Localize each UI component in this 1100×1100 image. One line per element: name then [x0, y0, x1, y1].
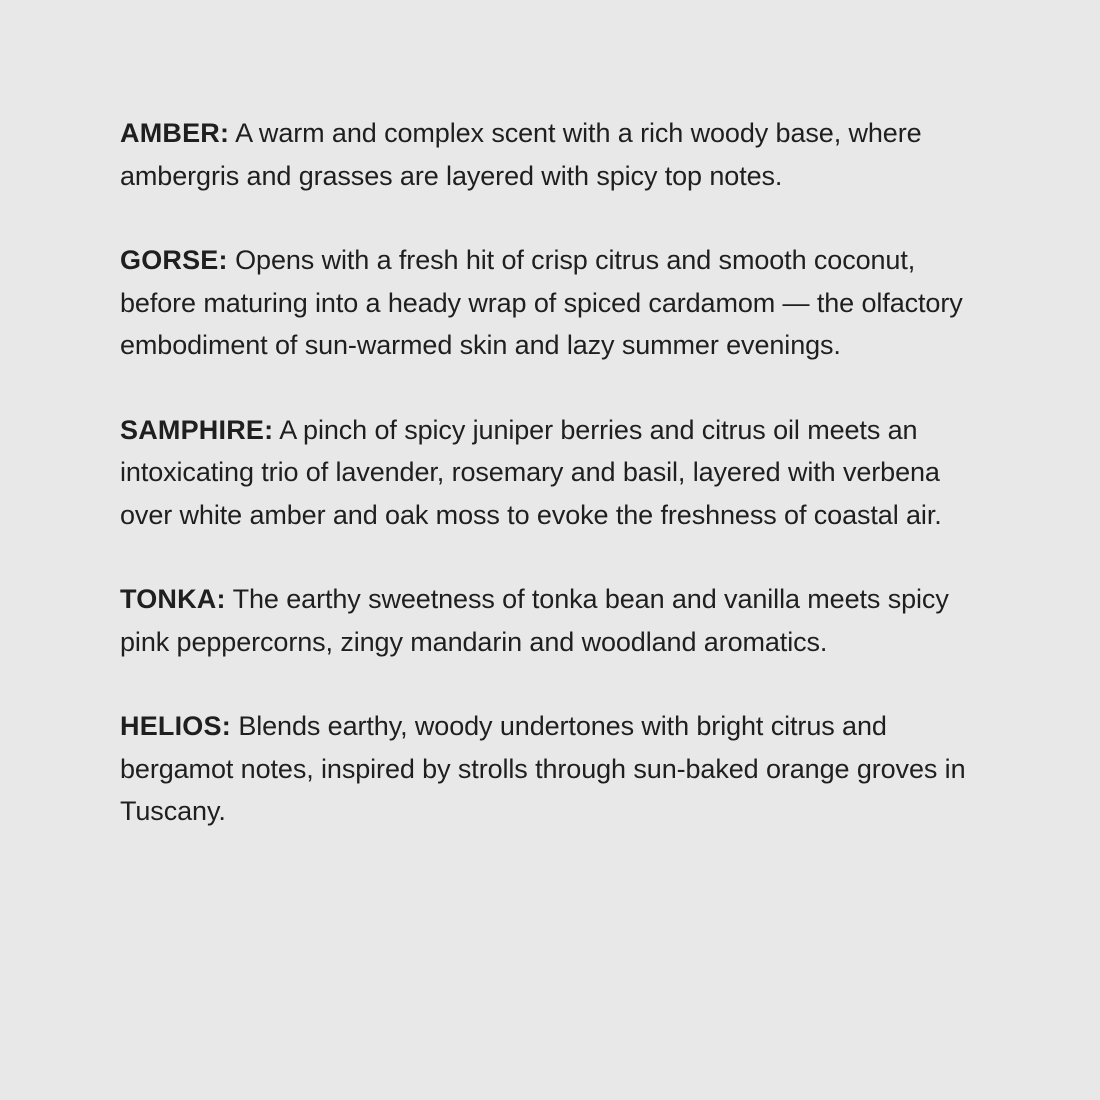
scent-description: Blends earthy, woody undertones with bright citrus and bergamot notes, inspired by strolls through sun-baked orange groves in Tuscany.	[120, 711, 966, 826]
scent-entry-tonka	[120, 578, 990, 663]
scent-name: TONKA:	[120, 584, 226, 614]
scent-description: The earthy sweetness of tonka bean and vanilla meets spicy pink peppercorns, zingy mandarin and woodland aromatics.	[120, 584, 949, 657]
scent-entry-helios	[120, 705, 990, 833]
scent-name: SAMPHIRE:	[120, 414, 274, 445]
scent-name: GORSE:	[120, 245, 228, 275]
scent-description: A warm and complex scent with a rich woody base, where ambergris and grasses are layered with spicy top notes.	[120, 118, 922, 191]
scent-description: A pinch of spicy juniper berries and citrus oil meets an intoxicating trio of lavender, rosemary and basil, layered with verbena over white amber and oak moss to evoke the freshness of coastal air.	[120, 414, 942, 530]
scent-description: Opens with a fresh hit of crisp citrus and smooth coconut, before maturing into a heady wrap of spiced cardamom — the olfactory embodiment of sun-warmed skin and lazy summer evenings.	[120, 245, 963, 360]
scent-name: HELIOS:	[120, 711, 231, 741]
scent-entry-amber	[120, 112, 990, 197]
scent-entry-gorse	[120, 239, 990, 367]
scent-entry-samphire	[120, 409, 990, 537]
scent-name: AMBER:	[120, 118, 230, 148]
